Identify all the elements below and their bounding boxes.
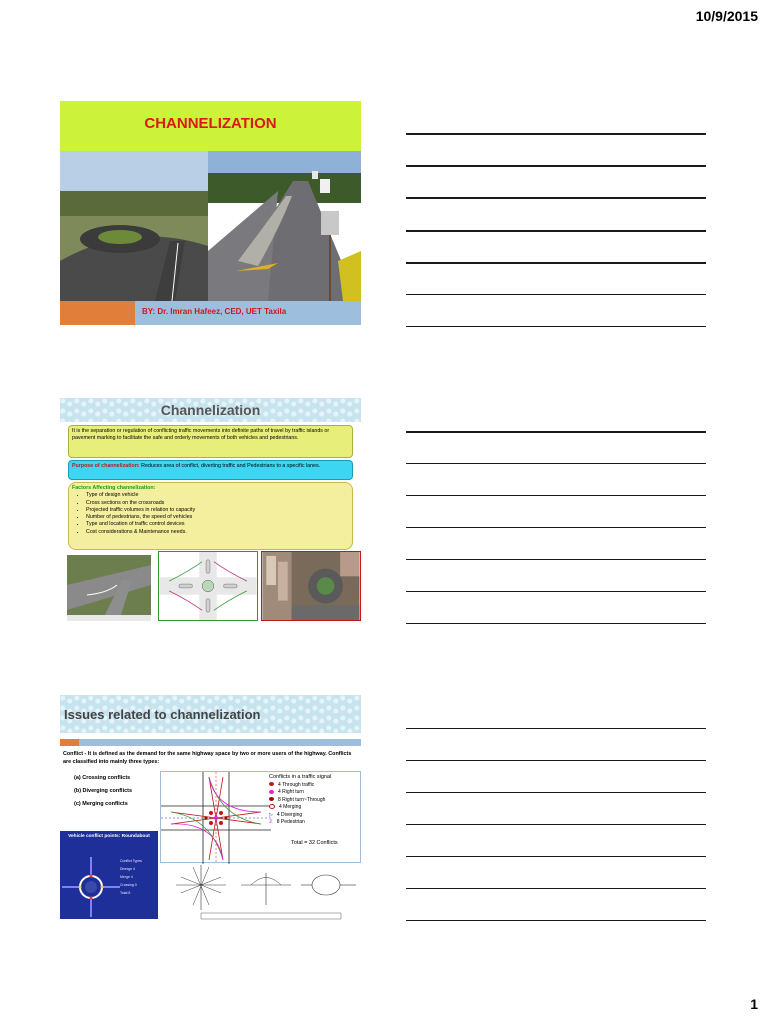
accent-block [60, 301, 135, 325]
slide-title: Channelization [160, 402, 261, 418]
note-line [406, 262, 706, 264]
signal-conflict-diagram [160, 771, 361, 863]
slide-title: CHANNELIZATION [144, 115, 277, 132]
accent-block [60, 739, 79, 746]
page-date: 10/9/2015 [695, 8, 758, 24]
slide-title: Issues related to channelization [64, 707, 261, 722]
conflict-total: Total = 32 Conflicts [291, 840, 338, 846]
list-item: (b) Diverging conflicts [74, 788, 133, 794]
accent-bar [79, 739, 361, 746]
note-line [406, 527, 706, 528]
legend-item: 4 Through traffic [269, 782, 331, 790]
legend-item: 4 Right turn [269, 789, 331, 797]
note-line [406, 792, 706, 793]
list-item: • Type and location of traffic control devices [86, 521, 349, 528]
definition-box: It is the separation or regulation of conflicting traffic movements into definite paths of travel by traffic islands or pavement marking to facilitate the safe and orderly movements of both vehicles and pedestrians. [68, 425, 353, 458]
note-line [406, 920, 706, 921]
conflict-types [74, 772, 132, 811]
aerial-roundabout-photo [261, 551, 361, 621]
roundabout-conflict-graphic [60, 831, 158, 919]
note-line [406, 463, 706, 464]
slide-2 [60, 398, 361, 624]
note-line [406, 856, 706, 857]
list-item: (c) Merging conflicts [74, 801, 128, 807]
signal-legend [269, 774, 331, 827]
note-line [406, 197, 706, 199]
purpose-label: Purpose of channelization: [72, 463, 140, 469]
list-item: • Projected traffic volumes in relation to capacity [86, 507, 349, 514]
author-byline: BY: Dr. Imran Hafeez, CED, UET Taxila [142, 307, 287, 316]
roundabout-photo [60, 151, 208, 301]
slide-1 [60, 101, 361, 327]
roundabout-drawing [62, 857, 120, 917]
signal-intersection-drawing [161, 772, 271, 864]
note-line [406, 760, 706, 761]
legend-item: 8 Right turn~Through [269, 797, 331, 805]
note-line [406, 431, 706, 433]
intersection-diagram [158, 551, 258, 621]
legend-item: ▷ 4 Diverging [269, 811, 303, 818]
legend-heading: Conflicts in a traffic signal [269, 774, 332, 780]
note-line [406, 294, 706, 295]
factors-label: Factors Affecting channelization: [72, 485, 156, 491]
list-item: • Cross sections on the crossroads [86, 500, 349, 507]
factors-list [72, 492, 349, 536]
note-line [406, 230, 706, 232]
note-line [406, 326, 706, 327]
note-line [406, 495, 706, 496]
roundabout-table: Conflict Types Diverge 4 Merge 4 Crossing 0 Total 8 [120, 859, 142, 895]
factors-box [68, 482, 353, 550]
note-line [406, 623, 706, 624]
roundabout-title: Vehicle conflict points: Roundabout [68, 834, 150, 839]
conflict-definition: Conflict - It is defined as the demand for the same highway space by two or more users of the highway. Conflicts are classified into mainly three types: [63, 751, 352, 765]
purpose-text: Reduces area of conflict, diverting traffic and Pedestrians to a specific lanes. [139, 463, 321, 469]
note-line [406, 888, 706, 889]
note-line [406, 591, 706, 592]
note-line [406, 165, 706, 167]
conflict-points-sketch [171, 865, 361, 921]
list-item: • Type of design vehicle [86, 492, 349, 499]
note-line [406, 728, 706, 729]
page-number: 1 [750, 996, 758, 1012]
note-line [406, 133, 706, 135]
road-island-photo [208, 151, 361, 301]
note-line [406, 824, 706, 825]
legend-item: ℤ 8 Pedestrian [269, 819, 305, 825]
list-item: (a) Crossing conflicts [74, 775, 131, 781]
intersection-photo [67, 555, 151, 621]
list-item: • Number of pedestrians, the speed of vehicles [86, 514, 349, 521]
purpose-box [68, 460, 353, 480]
note-line [406, 559, 706, 560]
legend-item: 4 Merging [269, 804, 331, 812]
list-item: • Cost considerations & Maintenance needs. [86, 529, 349, 536]
slide-3 [60, 695, 361, 921]
